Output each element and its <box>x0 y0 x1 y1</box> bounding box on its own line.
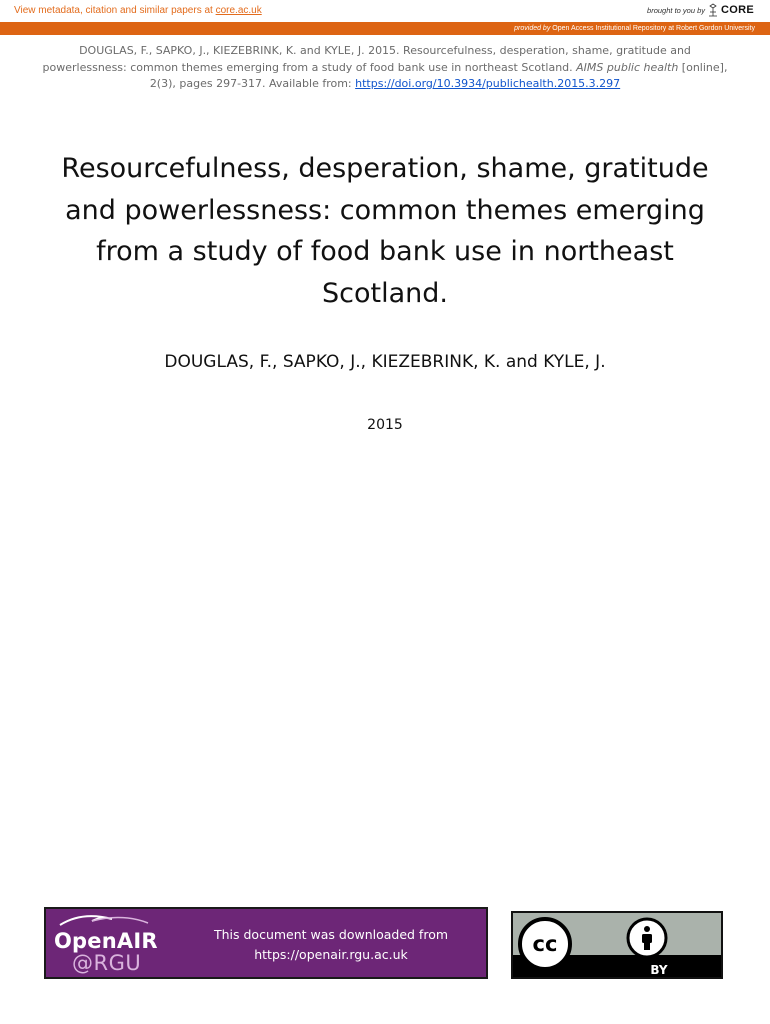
openair-logo[interactable] <box>52 913 172 977</box>
cc-by-license-badge[interactable] <box>511 911 723 979</box>
brought-by-label: brought to you by <box>647 5 706 15</box>
cc-icon <box>520 919 570 969</box>
core-metadata-link-row <box>14 5 262 16</box>
core-logo-icon <box>708 3 718 17</box>
openair-download-box <box>44 907 488 979</box>
openair-logo-top: OpenAIR <box>54 929 158 953</box>
core-metadata-prefix: View metadata, citation and similar papers at <box>14 5 216 16</box>
citation-block <box>40 43 730 93</box>
cc-mark: cc <box>532 932 558 956</box>
doi-link[interactable]: https://doi.org/10.3934/publichealth.2015.3.297 <box>355 77 621 90</box>
core-link[interactable]: core.ac.uk <box>215 5 262 16</box>
by-label: BY <box>650 963 668 977</box>
core-banner <box>0 0 770 22</box>
openair-url[interactable]: https://openair.rgu.ac.uk <box>254 947 408 962</box>
provided-by-label: provided by <box>514 25 551 32</box>
attribution-icon <box>628 919 666 957</box>
paper-title: Resourcefulness, desperation, shame, gratitude and powerlessness: common themes emerging from a study of food bank use in northeast Scotland. <box>61 153 709 309</box>
cc-by-artwork <box>513 913 721 977</box>
core-wordmark: CORE <box>721 4 754 16</box>
openair-logo-bottom: @RGU <box>72 951 142 975</box>
paper-year: 2015 <box>367 417 403 433</box>
citation-journal: AIMS public health <box>576 60 679 74</box>
openair-line-1: This document was downloaded from <box>213 927 449 942</box>
provided-by-source: Open Access Institutional Repository at Robert Gordon University <box>550 25 755 32</box>
core-brought-by[interactable] <box>647 3 754 17</box>
core-provided-bar <box>0 22 770 35</box>
citation-text: DOUGLAS, F., SAPKO, J., KIEZEBRINK, K. and KYLE, J. 2015. Resourcefulness, desperation, shame, gratitude and powerlessness: common themes emerging from a study of food bank use in northeast Scotland. <box>42 44 691 74</box>
citation-details: [online], 2(3), pages 297-317. Available from: <box>149 60 728 90</box>
paper-authors: DOUGLAS, F., SAPKO, J., KIEZEBRINK, K. and KYLE, J. <box>164 352 606 372</box>
openair-download-text <box>206 925 456 965</box>
